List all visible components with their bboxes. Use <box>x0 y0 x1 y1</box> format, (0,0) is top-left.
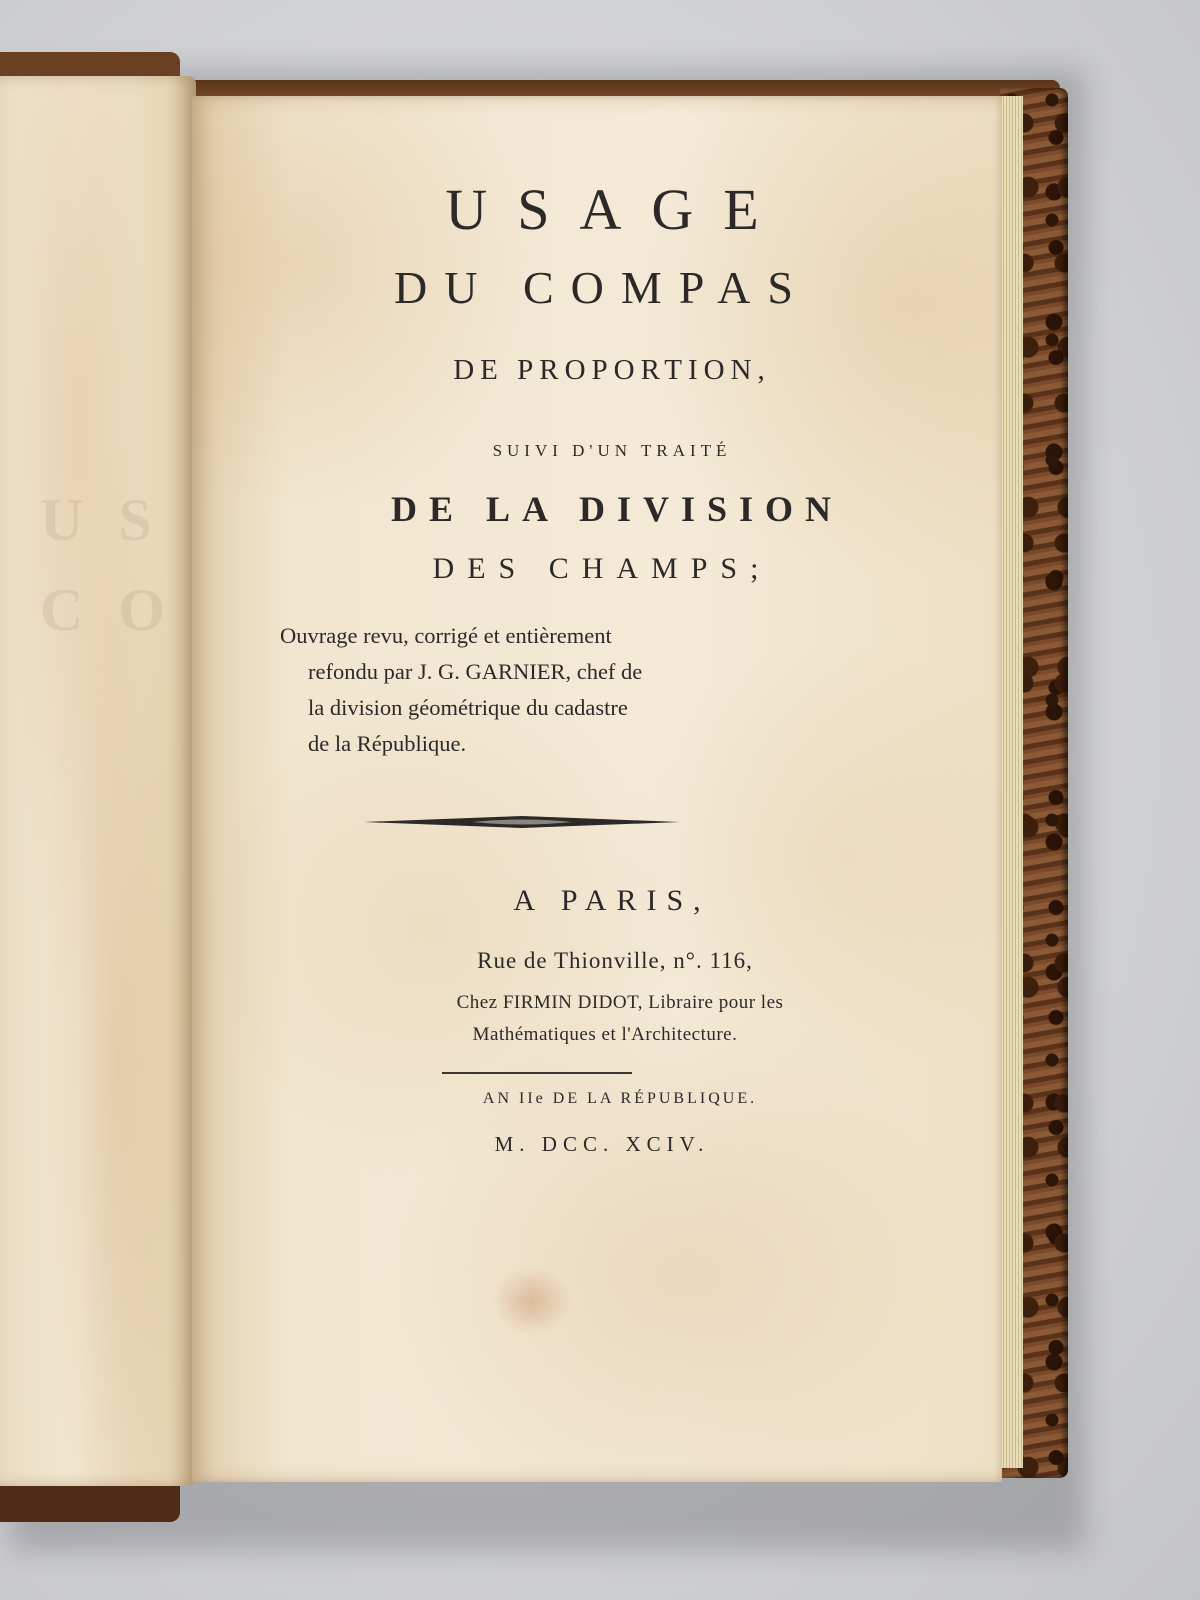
description-line: de la République. <box>308 731 467 756</box>
show-through-mark: U S <box>40 487 162 553</box>
facing-page <box>0 76 196 1486</box>
date-republican: AN IIe DE LA RÉPUBLIQUE. <box>482 1090 758 1107</box>
title-du-compas: DU COMPAS <box>394 262 810 313</box>
foxing-stain <box>492 1266 572 1336</box>
imprint-address: Rue de Thionville, n°. 116, <box>477 948 753 973</box>
title-page <box>192 96 1002 1482</box>
title-des-champs: DES CHAMPS; <box>432 552 772 585</box>
ornament-divider <box>362 814 682 830</box>
title-de-la-division: DE LA DIVISION <box>390 489 844 529</box>
imprint-publisher: Chez FIRMIN DIDOT, Libraire pour les <box>456 992 784 1013</box>
imprint-place: A PARIS, <box>513 884 711 917</box>
imprint-rule <box>442 1072 632 1074</box>
description-line: Ouvrage revu, corrigé et entièrement <box>280 623 612 648</box>
description-paragraph <box>280 618 800 762</box>
imprint-publisher-specialty: Mathématiques et l'Architecture. <box>472 1024 738 1045</box>
title-usage: USAGE <box>445 177 789 242</box>
show-through-mark: C O <box>40 577 175 643</box>
description-line: la division géométrique du cadastre <box>308 695 628 720</box>
date-roman-numeral: M. DCC. XCIV. <box>494 1132 710 1156</box>
description-line: refondu par J. G. GARNIER, chef de <box>308 659 643 684</box>
page-edges <box>1000 96 1023 1468</box>
subtitle-suivi: SUIVI D'UN TRAITÉ <box>492 441 732 460</box>
title-de-proportion: DE PROPORTION, <box>453 354 771 386</box>
